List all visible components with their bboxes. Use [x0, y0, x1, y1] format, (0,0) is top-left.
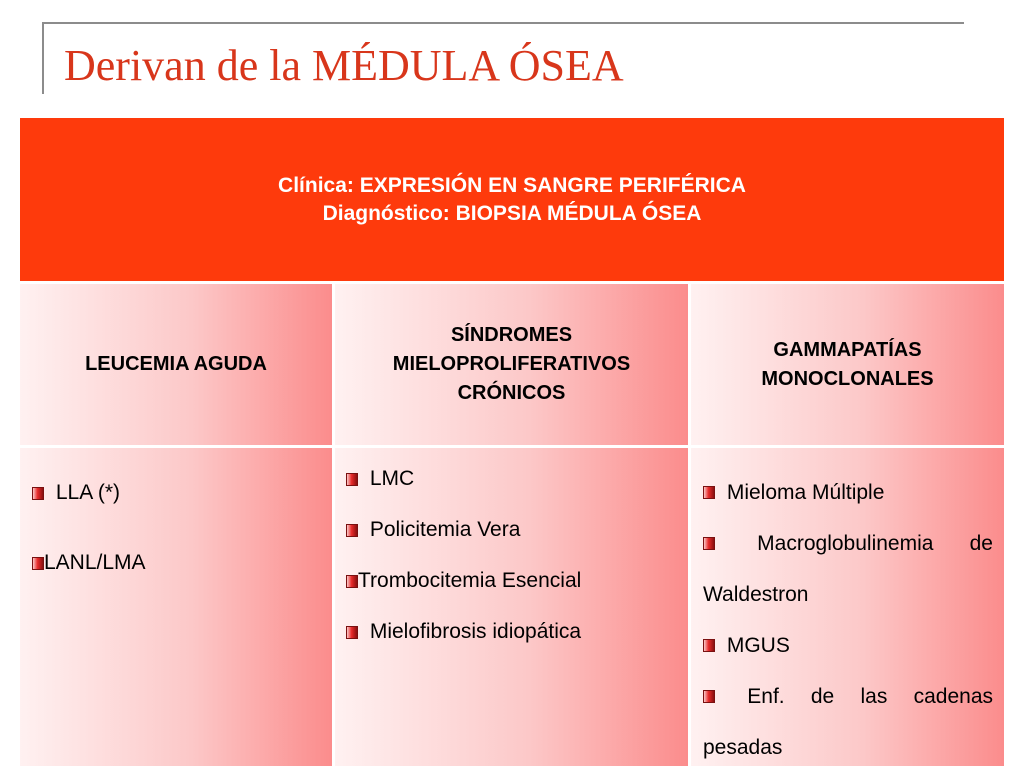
- list-item: [703, 671, 993, 773]
- column-list-gammapatias: [691, 448, 1004, 766]
- square-bullet-icon: [346, 626, 358, 639]
- square-bullet-icon: [346, 473, 358, 486]
- column-heading-gammapatias: [691, 284, 1004, 445]
- classification-table: [20, 118, 1004, 766]
- list-item-text: Trombocitemia Esencial: [358, 569, 582, 592]
- list-item: [346, 620, 581, 671]
- column-heading-text: GAMMAPATÍAS MONOCLONALES: [761, 338, 934, 390]
- column-list-leucemia: [20, 448, 332, 766]
- list-item-text: MGUS: [721, 634, 790, 657]
- table-header-band: [20, 118, 1004, 281]
- column-heading-text: SÍNDROMES MIELOPROLIFERATIVOS CRÓNICOS: [392, 324, 631, 404]
- list-item: [346, 518, 581, 569]
- header-diagnostico-line: Diagnóstico: BIOPSIA MÉDULA ÓSEA: [322, 201, 702, 225]
- list-item-text: Mieloma Múltiple: [721, 481, 885, 504]
- title-frame-top-line: [42, 22, 964, 24]
- list-item-text: LANL/LMA: [44, 551, 146, 574]
- list-item: [32, 481, 146, 551]
- slide-title: Derivan de la MÉDULA ÓSEA: [64, 41, 624, 90]
- column-heading-sindromes: [335, 284, 688, 445]
- list-item-text: Policitemia Vera: [364, 518, 521, 541]
- column-heading-text: LEUCEMIA AGUDA: [85, 353, 267, 375]
- square-bullet-icon: [703, 537, 715, 550]
- list-item: [703, 467, 993, 518]
- square-bullet-icon: [32, 557, 44, 570]
- square-bullet-icon: [346, 575, 358, 588]
- list-item: [703, 620, 993, 671]
- list-item-text: LLA (*): [50, 481, 121, 504]
- list-item: [32, 551, 146, 621]
- list-item: [346, 467, 581, 518]
- title-frame-left-line: [42, 22, 44, 94]
- square-bullet-icon: [346, 524, 358, 537]
- list-item-text: Macroglobulinemia de Waldestron: [703, 532, 993, 606]
- square-bullet-icon: [32, 487, 44, 500]
- list-item-text: Mielofibrosis idiopática: [364, 620, 582, 643]
- list-item: [703, 518, 993, 620]
- list-item-text: Enf. de las cadenas pesadas: [703, 685, 993, 759]
- list-item-text: LMC: [364, 467, 415, 490]
- square-bullet-icon: [703, 639, 715, 652]
- square-bullet-icon: [703, 486, 715, 499]
- square-bullet-icon: [703, 690, 715, 703]
- column-heading-leucemia: [20, 284, 332, 445]
- column-list-sindromes: [335, 448, 688, 766]
- list-item: [346, 569, 581, 620]
- header-clinica-line: Clínica: EXPRESIÓN EN SANGRE PERIFÉRICA: [278, 173, 746, 197]
